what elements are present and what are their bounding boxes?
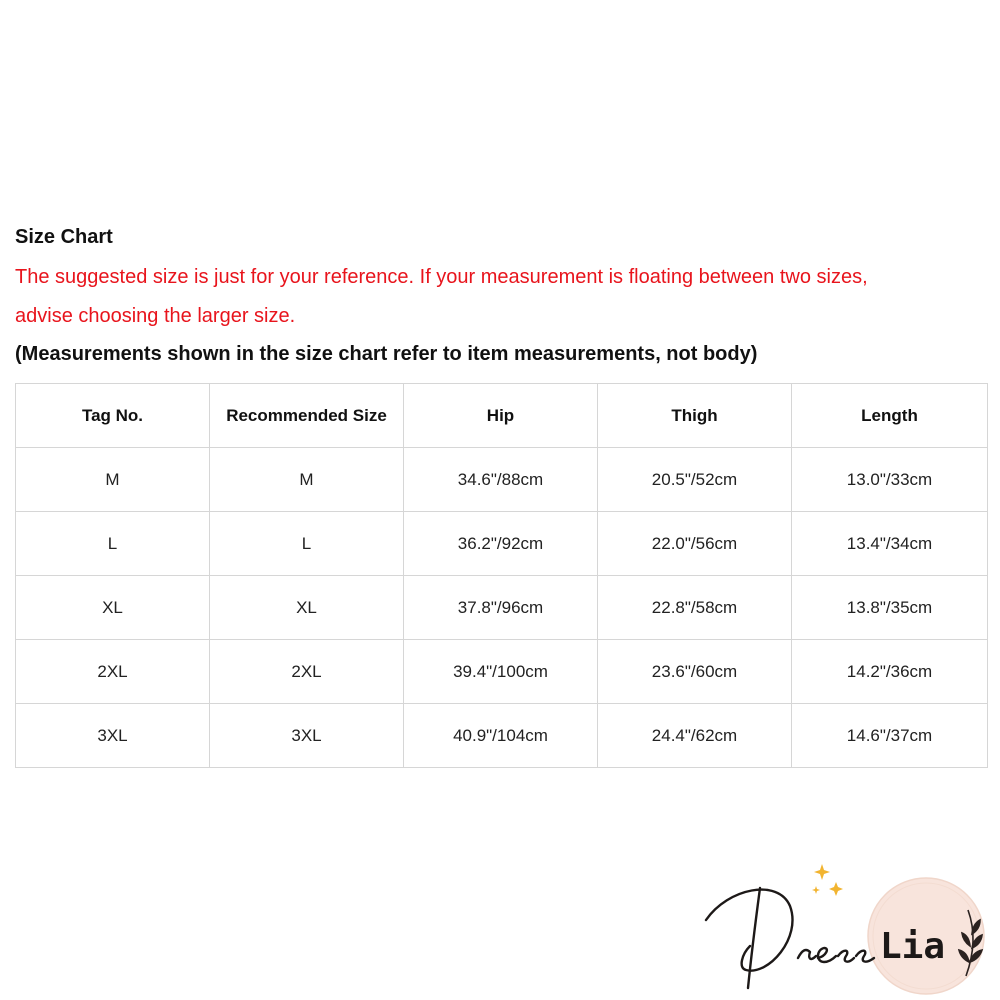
cell-hip: 40.9"/104cm (404, 704, 598, 768)
cell-hip: 36.2"/92cm (404, 512, 598, 576)
cell-recommended-size: M (210, 448, 404, 512)
cell-tag-no: 2XL (16, 640, 210, 704)
table-row (16, 640, 988, 704)
cell-tag-no: L (16, 512, 210, 576)
cell-length: 13.0"/33cm (792, 448, 988, 512)
cell-thigh: 22.8"/58cm (598, 576, 792, 640)
table-row (16, 512, 988, 576)
cell-hip: 39.4"/100cm (404, 640, 598, 704)
logo-script-wordmark (706, 888, 874, 988)
table-row (16, 448, 988, 512)
cell-recommended-size: 3XL (210, 704, 404, 768)
header-hip: Hip (404, 384, 598, 448)
header-tag-no: Tag No. (16, 384, 210, 448)
sparkle-icon (812, 864, 843, 896)
cell-tag-no: M (16, 448, 210, 512)
table-header-row (16, 384, 988, 448)
cell-thigh: 24.4"/62cm (598, 704, 792, 768)
table-row (16, 704, 988, 768)
table-row (16, 576, 988, 640)
cell-thigh: 20.5"/52cm (598, 448, 792, 512)
cell-length: 13.4"/34cm (792, 512, 988, 576)
size-table (15, 383, 988, 768)
header-recommended-size: Recommended Size (210, 384, 404, 448)
cell-length: 13.8"/35cm (792, 576, 988, 640)
cell-length: 14.2"/36cm (792, 640, 988, 704)
cell-tag-no: XL (16, 576, 210, 640)
header-thigh: Thigh (598, 384, 792, 448)
cell-recommended-size: L (210, 512, 404, 576)
cell-thigh: 23.6"/60cm (598, 640, 792, 704)
size-chart-title: Size Chart (15, 226, 113, 248)
cell-hip: 37.8"/96cm (404, 576, 598, 640)
cell-length: 14.6"/37cm (792, 704, 988, 768)
cell-hip: 34.6"/88cm (404, 448, 598, 512)
cell-tag-no: 3XL (16, 704, 210, 768)
dresslia-logo (698, 858, 998, 998)
measurement-note: (Measurements shown in the size chart refer to item measurements, not body) (15, 343, 758, 365)
cell-thigh: 22.0"/56cm (598, 512, 792, 576)
size-notice-line-2: advise choosing the larger size. (15, 305, 296, 327)
cell-recommended-size: 2XL (210, 640, 404, 704)
logo-badge-text: Lia (880, 926, 946, 967)
size-notice-line-1: The suggested size is just for your reference. If your measurement is floating between two sizes, (15, 266, 868, 288)
cell-recommended-size: XL (210, 576, 404, 640)
header-length: Length (792, 384, 988, 448)
